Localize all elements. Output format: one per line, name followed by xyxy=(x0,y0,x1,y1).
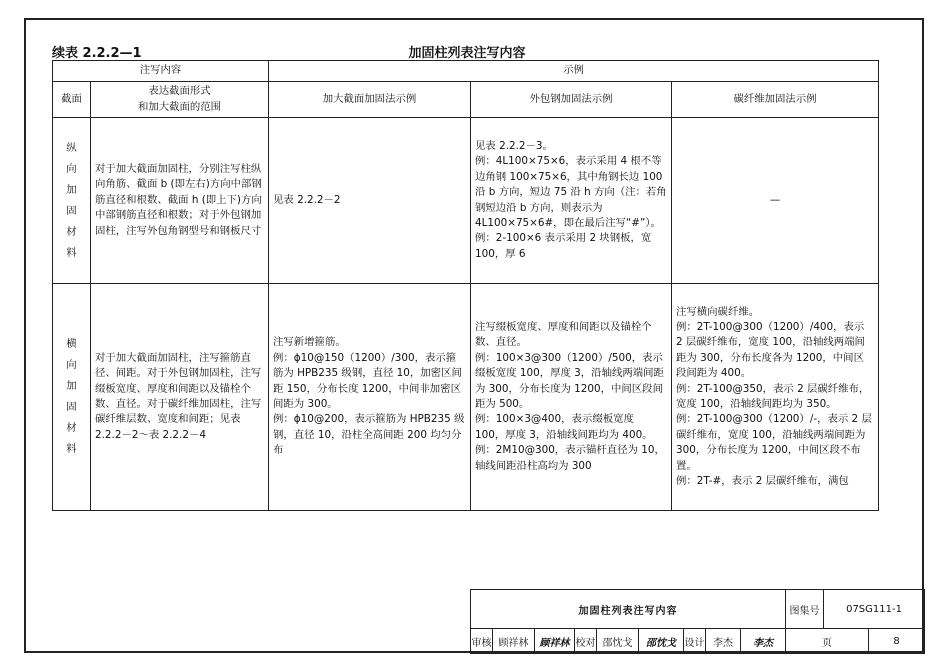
design-label: 设计 xyxy=(684,629,706,654)
row-range: 对于加大截面加固柱，分别注写柱纵向角筋、截面 b (即左右)方向中部钢筋直径和根数、截面 h (即上下)方向中部钢筋直径和根数；对于外包钢加固柱，注写外包角钢型号和钢板尺寸 xyxy=(91,118,269,284)
continue-label: 续表 2.2.2—1 xyxy=(52,46,142,61)
row-col2: 注写缀板宽度、厚度和间距以及锚栓个数、直径。 例：100×3@300（1200）/500，表示缀板宽度 100，厚度 3，沿轴线两端间距为 300，分布长度为 1200，中间区段间距为 500。 例：100×3@400，表示缀板宽度 100，厚度 3，沿轴线间距均为 400。 例：2M10@300，表示锚杆直径为 10，轴线间距沿柱高均为 300 xyxy=(471,284,672,511)
row-col3: — xyxy=(672,118,879,284)
row-range: 对于加大截面加固柱，注写箍筋直径、间距。对于外包钢加固柱，注写缀板宽度、厚度和间距以及锚栓个数、直径。对于碳纤维加固柱，注写碳纤维层数、宽度和间距；见表 2.2.2－2～表 2.2.2－4 xyxy=(91,284,269,511)
header-col3: 碳纤维加固法示例 xyxy=(672,82,879,118)
header-range: 表达截面形式 和加大截面的范围 xyxy=(91,82,269,118)
check-name: 邵忱戈 xyxy=(597,629,639,654)
table-header-row xyxy=(53,61,879,82)
check-label: 校对 xyxy=(575,629,597,654)
review-signature: 顾祥林 xyxy=(535,629,575,654)
row-col3: 注写横向碳纤维。 例：2T-100@300（1200）/400，表示 2 层碳纤维布，宽度 100，沿轴线两端间距为 300，分布长度各为 1200，中间区段间距为 400。 例：2T-100@350，表示 2 层碳纤维布，宽度 100，沿轴线间距均为 350。 例：2T-100@300（1200）/-，表示 2 层碳纤维布，宽度 100，沿轴线两端间距为 300，分布长度为 1200，中间区段不布置。 例：2T-#，表示 2 层碳纤维布，满包 xyxy=(672,284,879,511)
title-block-title: 加固柱列表注写内容 xyxy=(471,590,786,629)
row-col2: 见表 2.2.2－3。 例：4L100×75×6，表示采用 4 根不等边角钢 100×75×6，其中角钢长边 100 沿 b 方向，短边 75 沿 h 方向（注：若角钢短边沿 b 方向，则表示为 4L100×75×6#，即在最后注写“#”）。 例：2-100×6 表示采用 2 块钢板，宽 100，厚 6 xyxy=(471,118,672,284)
content-table xyxy=(52,60,879,511)
table-row xyxy=(53,118,879,284)
header-group-left: 注写内容 xyxy=(53,61,269,82)
row-col1: 见表 2.2.2－2 xyxy=(269,118,471,284)
header-section: 截面 xyxy=(53,82,91,118)
table-row xyxy=(53,284,879,511)
page-title: 加固柱列表注写内容 xyxy=(408,46,526,61)
row-label: 纵 向 加 固 材 料 xyxy=(53,118,91,284)
review-label: 审核 xyxy=(471,629,493,654)
check-signature: 邵忱戈 xyxy=(639,629,684,654)
set-no-label: 图集号 xyxy=(786,590,824,629)
header-group-right: 示例 xyxy=(269,61,879,82)
design-name: 李杰 xyxy=(706,629,741,654)
design-signature: 李杰 xyxy=(741,629,786,654)
row-label: 横 向 加 固 材 料 xyxy=(53,284,91,511)
set-no: 07SG111-1 xyxy=(824,590,925,629)
title-block xyxy=(470,589,925,654)
table-subheader-row xyxy=(53,82,879,118)
page-label: 页 xyxy=(786,629,869,654)
review-name: 顾祥林 xyxy=(493,629,535,654)
header-col2: 外包钢加固法示例 xyxy=(471,82,672,118)
header-col1: 加大截面加固法示例 xyxy=(269,82,471,118)
row-col1: 注写新增箍筋。 例：ϕ10@150（1200）/300，表示箍筋为 HPB235 级钢，直径 10，加密区间距 150，分布长度 1200，中间非加密区间距为 300。 例：ϕ10@200，表示箍筋为 HPB235 级钢，直径 10，沿柱全高间距 200 均匀分布 xyxy=(269,284,471,511)
page-number: 8 xyxy=(869,629,925,654)
